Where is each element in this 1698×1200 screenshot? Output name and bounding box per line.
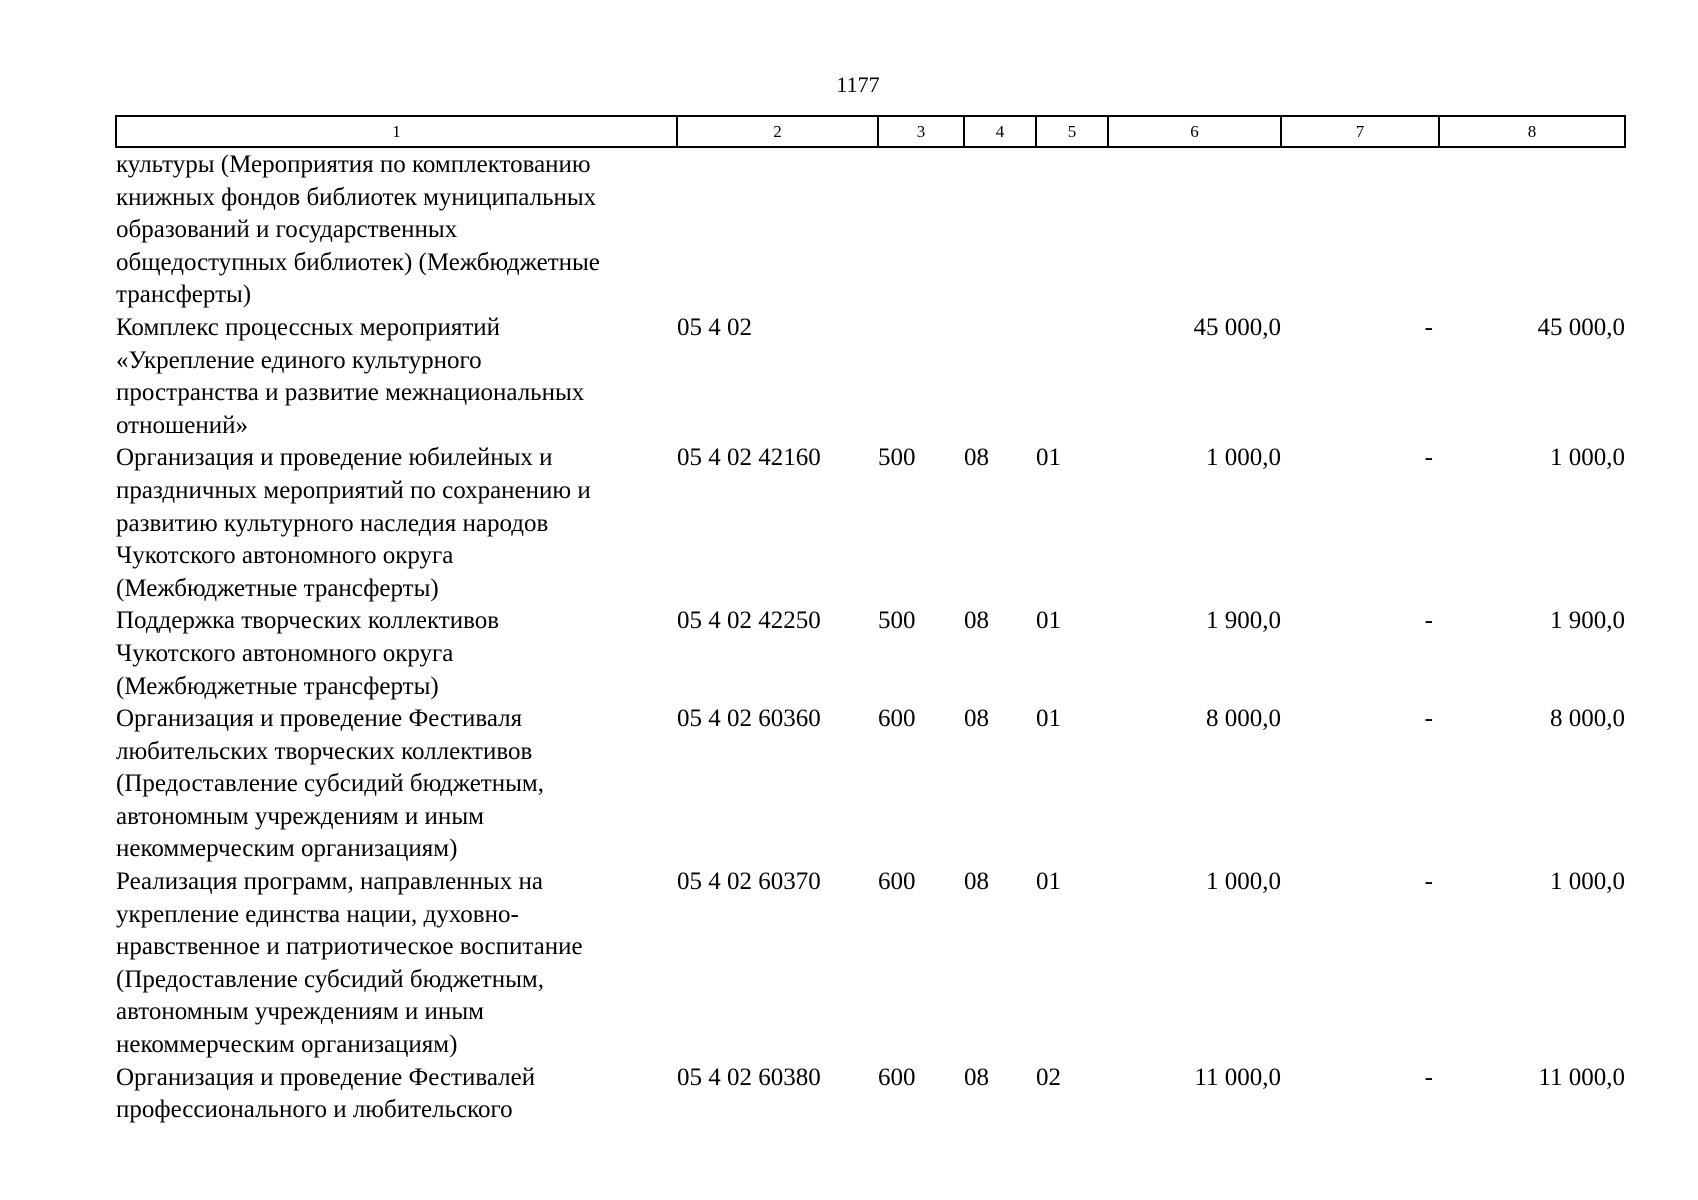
row-col7: - (1424, 313, 1433, 341)
row-total: 8 000,0 (1550, 705, 1625, 733)
row-col7: - (1424, 1063, 1433, 1091)
header-col-6: 6 (1108, 116, 1281, 147)
row-vr: 600 (878, 1063, 916, 1091)
row-pr: 01 (1036, 705, 1061, 733)
table-header (116, 116, 1625, 147)
row-pr (1036, 147, 1108, 312)
row-pr (1036, 312, 1108, 442)
header-col-3: 3 (878, 116, 964, 147)
row-col7: - (1424, 444, 1433, 472)
row-sum: 1 000,0 (1206, 868, 1281, 896)
row-pr: 01 (1036, 607, 1061, 635)
row-name: Организация и проведение юбилейных и праздничных мероприятий по сохранению и развитию культурного наследия народов Чукотского автономного округа (Межбюджетные трансферты) (116, 444, 591, 602)
row-code: 05 4 02 42160 (677, 444, 821, 472)
table-row (116, 442, 1625, 605)
row-sum: 1 900,0 (1206, 607, 1281, 635)
header-row (116, 116, 1625, 147)
row-col7: - (1424, 868, 1433, 896)
row-vr (878, 147, 964, 312)
table-row (116, 866, 1625, 1062)
row-vr: 500 (878, 607, 916, 635)
row-total: 11 000,0 (1538, 1063, 1625, 1091)
row-rz: 08 (964, 607, 989, 635)
budget-table (115, 115, 1626, 1127)
row-pr: 01 (1036, 868, 1061, 896)
row-name: Комплекс процессных мероприятий «Укрепление единого культурного пространства и развитие межнациональных отношений» (116, 313, 585, 439)
header-col-8: 8 (1439, 116, 1625, 147)
row-code: 05 4 02 60380 (677, 1063, 821, 1091)
row-vr: 600 (878, 705, 916, 733)
row-total (1439, 147, 1625, 312)
row-sum: 1 000,0 (1206, 444, 1281, 472)
row-name: Реализация программ, направленных на укрепление единства нации, духовно- нравственное и патриотическое воспитание (Предоставление субсидий бюджетным, автономным учреждениям и иным некоммерческим организациям) (116, 868, 583, 1059)
header-col-2: 2 (677, 116, 878, 147)
row-col7 (1281, 147, 1439, 312)
row-rz: 08 (964, 444, 989, 472)
table-row (116, 605, 1625, 703)
row-name: Организация и проведение Фестивалей профессионального и любительского (116, 1063, 536, 1124)
table-body (116, 147, 1625, 1127)
table-row (116, 1062, 1625, 1127)
row-pr: 01 (1036, 444, 1061, 472)
row-name: культуры (Мероприятия по комплектованию книжных фондов библиотек муниципальных образований и государственных общедоступных библиотек) (Межбюджетные трансферты) (116, 151, 600, 309)
row-total: 45 000,0 (1537, 313, 1625, 341)
row-vr (878, 312, 964, 442)
table-row (116, 703, 1625, 866)
row-sum: 11 000,0 (1194, 1063, 1281, 1091)
row-code: 05 4 02 (677, 313, 752, 341)
row-vr: 500 (878, 444, 916, 472)
row-name: Организация и проведение Фестиваля любительских творческих коллективов (Предоставление субсидий бюджетным, автономным учреждениям и иным некоммерческим организациям) (116, 705, 544, 863)
budget-table-container (115, 115, 1624, 1127)
row-total: 1 900,0 (1550, 607, 1625, 635)
row-rz (964, 147, 1036, 312)
header-col-7: 7 (1281, 116, 1439, 147)
header-col-4: 4 (964, 116, 1036, 147)
row-sum: 8 000,0 (1206, 705, 1281, 733)
row-rz: 08 (964, 868, 989, 896)
table-row (116, 312, 1625, 442)
row-sum: 45 000,0 (1193, 313, 1281, 341)
row-total: 1 000,0 (1550, 444, 1625, 472)
row-col7: - (1424, 607, 1433, 635)
row-vr: 600 (878, 868, 916, 896)
row-rz (964, 312, 1036, 442)
row-code: 05 4 02 60360 (677, 705, 821, 733)
row-code (677, 147, 878, 312)
row-code: 05 4 02 60370 (677, 868, 821, 896)
row-name: Поддержка творческих коллективов Чукотского автономного округа (Межбюджетные трансферты) (116, 607, 500, 700)
row-sum (1108, 147, 1281, 312)
table-row (116, 147, 1625, 312)
row-col7: - (1424, 705, 1433, 733)
row-code: 05 4 02 42250 (677, 607, 821, 635)
row-pr: 02 (1036, 1063, 1061, 1091)
row-rz: 08 (964, 1063, 989, 1091)
row-rz: 08 (964, 705, 989, 733)
row-total: 1 000,0 (1550, 868, 1625, 896)
page-number: 1177 (836, 72, 880, 97)
header-col-5: 5 (1036, 116, 1108, 147)
header-col-1: 1 (116, 116, 677, 147)
